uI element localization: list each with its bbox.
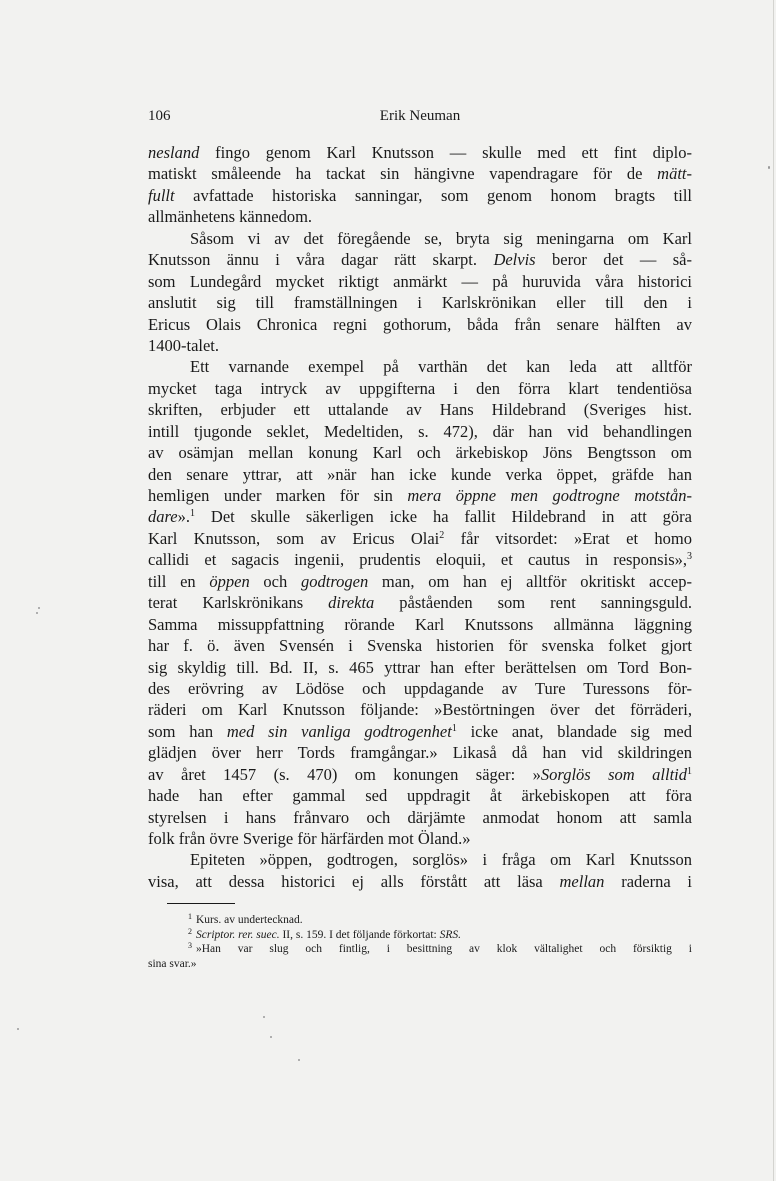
text-run: II, s. 159. I det följande förkortat: (279, 928, 440, 941)
italic-text: med sin vanliga godtrogenhet (226, 721, 452, 741)
text-run: av året 1457 (s. 470) om konungen säger: » (148, 764, 541, 784)
text-run: Karl Knutsson, som av Ericus Olai (148, 528, 440, 548)
text-run: 1400-talet. (148, 335, 220, 355)
text-run: som Lundegård mycket riktigt anmärkt — på huruvida våra historici (148, 271, 692, 291)
text-line (148, 506, 692, 527)
text-run: callidi et sagacis ingenii, prudentis eloquii, et cautus in responsis», (148, 550, 687, 570)
page-edge (773, 0, 774, 1181)
text-run: Såsom vi av det föregående se, bryta sig meningarna om Karl (190, 228, 692, 248)
text-line (148, 742, 692, 763)
text-run: påståenden som rent sanningsguld. (374, 593, 692, 613)
text-run: till en (148, 571, 210, 591)
italic-text: öppen (209, 571, 250, 591)
italic-text: Sorglös som alltid (540, 764, 688, 784)
footnote-ref: 1 (451, 722, 457, 734)
italic-text: Scriptor. rer. suec. (196, 928, 280, 941)
text-run: sina svar.» (148, 957, 197, 970)
text-run: Knutsson ännu i våra dagar rätt skarpt. (148, 250, 494, 270)
text-run: och (249, 571, 301, 591)
text-line (148, 228, 692, 249)
text-run: man, om han ej alltför okritiskt accep- (368, 571, 692, 591)
italic-text: SRS. (439, 928, 461, 941)
scan-speck (36, 612, 38, 614)
text-run: Epiteten »öppen, godtrogen, sorglös» i fråga om Karl Knutsson (190, 850, 692, 870)
text-line (148, 571, 692, 592)
footnote-ref: 1 (190, 508, 196, 520)
text-run: sig skyldig till. Bd. II, s. 465 yttrar han efter berättelsen om Tord Bon- (148, 657, 692, 677)
italic-text: dare (148, 507, 178, 527)
text-line (148, 442, 692, 463)
italic-text: Delvis (493, 250, 536, 270)
text-line (148, 206, 692, 227)
text-line (148, 871, 692, 892)
text-run: intill tjugonde seklet, Medeltiden, s. 472), där han vid behandlingen (148, 421, 692, 441)
text-run: visa, att dessa historici ej alls förstått att läsa (148, 871, 560, 891)
italic-text: mellan (559, 871, 605, 891)
footnote-ref: 1 (687, 765, 693, 777)
text-line (148, 485, 692, 506)
text-run: terat Karlskrönikans (148, 593, 329, 613)
footnote-number: 2 (188, 926, 192, 936)
italic-text: godtrogen (300, 571, 369, 591)
scan-speck (38, 607, 40, 609)
page-header (148, 108, 692, 128)
body-text (148, 142, 692, 892)
footnote-line (148, 913, 692, 928)
scan-speck (298, 1059, 300, 1061)
running-title: Erik Neuman (379, 108, 461, 124)
text-run: hemligen under marken för sin (148, 486, 408, 505)
text-line (148, 185, 692, 206)
text-run: matiskt småleende ha tackat sin hängivne vapendragare för de (148, 164, 658, 184)
italic-text: nesland (148, 143, 200, 162)
text-line (148, 657, 692, 678)
text-run: Kurs. av undertecknad. (196, 914, 303, 926)
footnote-line (148, 942, 692, 957)
text-run: fingo genom Karl Knutsson — skulle med ett fint diplo- (199, 143, 692, 162)
text-run: avfattade historiska sanningar, som genom honom bragts till (174, 185, 692, 205)
page-number: 106 (148, 108, 171, 124)
text-line (148, 635, 692, 656)
scan-speck (270, 1036, 272, 1038)
text-line (148, 828, 692, 849)
text-line (148, 592, 692, 613)
italic-text: mera öppne men godtrogne motstån- (407, 486, 692, 505)
text-run: av osämjan mellan konung Karl och ärkebiskop Jöns Bengtsson om (148, 443, 692, 463)
footnote-ref: 2 (439, 529, 445, 541)
text-line (148, 335, 692, 356)
text-run: des erövring av Lödöse och uppdagande av Ture Turessons för- (148, 678, 692, 698)
text-line (148, 271, 692, 292)
footnote-line (148, 957, 692, 972)
text-line (148, 721, 692, 742)
footnote-number: 1 (188, 912, 192, 921)
text-run: skriften, erbjuder ett uttalande av Hans Hildebrand (Sveriges hist. (148, 400, 692, 420)
text-run: beror det — så- (535, 250, 692, 270)
text-line (148, 421, 692, 442)
text-line (148, 764, 692, 785)
text-line (148, 378, 692, 399)
text-run: hade han efter gammal sed uppdragit åt ärkebiskopen att föra (148, 786, 692, 806)
footnote-separator (167, 903, 235, 904)
text-line (148, 678, 692, 699)
text-line (148, 528, 692, 549)
text-run: allmänhetens kännedom. (148, 207, 313, 227)
text-run: »Han var slug och fintlig, i besittning av klok vältalighet och försiktig i (196, 943, 692, 956)
text-run: anslutit sig till framställningen i Karlskrönikan eller till den i (148, 293, 692, 313)
text-run: Ericus Olais Chronica regni gothorum, båda från senare hälften av (148, 314, 692, 334)
italic-text: fullt (148, 185, 175, 205)
text-line (148, 549, 692, 570)
text-line (148, 464, 692, 485)
text-run: räderi om Karl Knutsson följande: »Bestörtningen över det förräderi, (148, 700, 692, 720)
italic-text: mätt- (657, 164, 692, 184)
italic-text: direkta (328, 593, 375, 613)
text-line (148, 807, 692, 828)
text-run: Ett varnande exempel på varthän det kan leda att alltför (190, 357, 692, 377)
text-run: glädjen över herr Tords framgångar.» Likaså då han vid skildringen (148, 743, 692, 763)
text-line (148, 356, 692, 377)
text-run: som han (148, 721, 227, 741)
text-line (148, 314, 692, 335)
text-run: folk från övre Sverige för härfärden mot Öland.» (148, 829, 471, 848)
footnote-ref: 3 (687, 551, 692, 563)
footnote-line (148, 928, 692, 943)
text-line (148, 785, 692, 806)
text-line (148, 699, 692, 720)
text-run: Det skulle säkerligen icke ha fallit Hildebrand in att göra (195, 507, 692, 527)
text-line (148, 163, 692, 184)
text-run: får vitsordet: »Erat et homo (444, 528, 692, 548)
footnote-number: 3 (188, 941, 192, 951)
scan-speck (768, 166, 770, 169)
text-run: den senare yttrar, att »när han icke kunde verka öppet, gräfde han (148, 464, 692, 484)
footnotes (148, 913, 692, 971)
text-line (148, 292, 692, 313)
text-line (148, 142, 692, 163)
text-run: styrelsen i hans frånvaro och därjämte anmodat honom att samla (148, 807, 692, 827)
scan-speck (263, 1016, 265, 1018)
text-run: raderna i (604, 871, 692, 891)
text-run: har f. ö. även Svensén i Svenska historien för svenska folket gjort (148, 636, 692, 656)
text-run: ». (177, 507, 191, 527)
text-run: icke anat, blandade sig med (456, 721, 692, 741)
scan-speck (17, 1028, 19, 1030)
text-line (148, 399, 692, 420)
text-line (148, 849, 692, 870)
text-line (148, 614, 692, 635)
text-run: mycket taga intryck av uppgifterna i den förra klart tendentiösa (148, 378, 692, 398)
text-run: Samma missuppfattning rörande Karl Knutssons allmänna läggning (148, 614, 692, 634)
text-line (148, 249, 692, 270)
